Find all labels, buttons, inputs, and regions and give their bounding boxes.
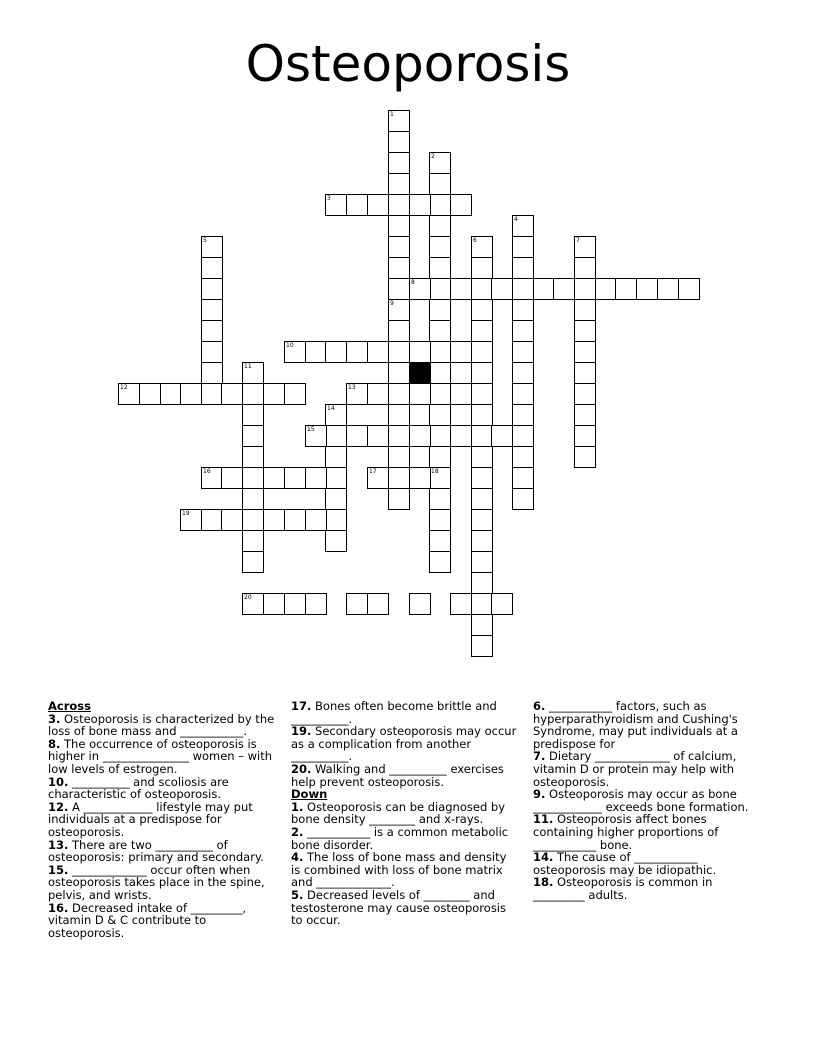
grid-cell[interactable] bbox=[471, 635, 493, 657]
grid-cell[interactable] bbox=[346, 194, 368, 216]
clue-number: 12. bbox=[48, 799, 69, 814]
grid-cell[interactable] bbox=[325, 341, 347, 363]
clue-item bbox=[48, 902, 278, 940]
grid-cell[interactable] bbox=[471, 278, 493, 300]
clue-text: Decreased intake of _________, vitamin D & C contribute to osteoporosis. bbox=[48, 900, 247, 940]
grid-cell[interactable] bbox=[512, 467, 534, 489]
grid-cell[interactable] bbox=[429, 215, 451, 237]
grid-cell[interactable] bbox=[471, 572, 493, 594]
cell-number: 17 bbox=[369, 468, 377, 475]
cell-number: 20 bbox=[244, 594, 252, 601]
cell-number: 19 bbox=[182, 510, 190, 517]
grid-cell[interactable] bbox=[325, 446, 347, 468]
grid-cell[interactable] bbox=[221, 467, 243, 489]
clue-number: 6. bbox=[533, 699, 546, 713]
grid-cell[interactable] bbox=[595, 278, 617, 300]
clue-column-2 bbox=[291, 700, 519, 927]
clue-number: 4. bbox=[291, 850, 304, 865]
cell-number: 6 bbox=[473, 237, 477, 244]
grid-cell[interactable] bbox=[471, 320, 493, 342]
grid-cell[interactable] bbox=[471, 488, 493, 510]
clue-column-3 bbox=[533, 700, 761, 902]
grid-cell[interactable] bbox=[471, 551, 493, 573]
clue-text: The loss of bone mass and density is combined with loss of bone matrix and _____________. bbox=[291, 850, 507, 890]
grid-cell[interactable] bbox=[367, 383, 389, 405]
grid-cell[interactable] bbox=[367, 425, 389, 447]
grid-cell[interactable] bbox=[512, 236, 534, 258]
grid-cell[interactable] bbox=[409, 425, 431, 447]
page-title: Osteoporosis bbox=[245, 35, 571, 93]
cell-number: 7 bbox=[576, 237, 580, 244]
grid-cell[interactable] bbox=[201, 320, 223, 342]
grid-cell[interactable] bbox=[180, 383, 202, 405]
cell-number: 16 bbox=[203, 468, 211, 475]
grid-cell[interactable] bbox=[471, 614, 493, 636]
grid-cell[interactable] bbox=[657, 278, 679, 300]
grid-cell[interactable] bbox=[429, 404, 451, 426]
grid-cell[interactable] bbox=[201, 362, 223, 384]
grid-cell[interactable] bbox=[429, 236, 451, 258]
grid-cell[interactable] bbox=[574, 425, 596, 447]
cell-number: 13 bbox=[348, 384, 356, 391]
grid-cell[interactable] bbox=[388, 257, 410, 279]
grid-cell[interactable] bbox=[512, 383, 534, 405]
clue-item bbox=[533, 813, 761, 851]
grid-cell[interactable] bbox=[429, 173, 451, 195]
grid-cell[interactable] bbox=[263, 467, 285, 489]
clue-item bbox=[533, 750, 761, 788]
clue-number: 2. bbox=[291, 824, 304, 839]
clue-item bbox=[533, 700, 761, 750]
grid-cell[interactable] bbox=[429, 362, 451, 384]
clue-text: Bones often become brittle and __________. bbox=[291, 699, 497, 726]
grid-cell[interactable] bbox=[615, 278, 637, 300]
clue-text: There are two __________ of osteoporosis: primary and secondary. bbox=[48, 837, 264, 865]
down-heading: Down bbox=[291, 787, 328, 802]
clue-item bbox=[291, 889, 519, 927]
grid-cell[interactable] bbox=[512, 320, 534, 342]
grid-cell[interactable] bbox=[471, 425, 493, 447]
clue-number: 15. bbox=[48, 862, 69, 877]
grid-cell[interactable] bbox=[512, 278, 534, 300]
grid-cell[interactable] bbox=[429, 425, 451, 447]
clue-text: Osteoporosis is characterized by the loss of bone mass and ___________. bbox=[48, 711, 275, 739]
clue-number: 11. bbox=[533, 812, 554, 827]
grid-cell[interactable] bbox=[409, 341, 431, 363]
grid-cell[interactable] bbox=[284, 383, 306, 405]
clue-number: 3. bbox=[48, 711, 61, 726]
grid-cell[interactable] bbox=[305, 509, 327, 531]
grid-cell[interactable] bbox=[574, 278, 596, 300]
clue-text: Dietary _____________ of calcium, vitamin D or protein may help with osteoporosis. bbox=[533, 749, 737, 789]
grid-cell[interactable] bbox=[636, 278, 658, 300]
grid-cell[interactable] bbox=[201, 278, 223, 300]
grid-cell[interactable] bbox=[284, 593, 306, 615]
clue-item bbox=[48, 776, 278, 801]
cell-number: 10 bbox=[286, 342, 294, 349]
cell-number: 11 bbox=[244, 363, 252, 370]
grid-cell[interactable] bbox=[574, 299, 596, 321]
grid-cell[interactable] bbox=[429, 509, 451, 531]
cell-number: 15 bbox=[307, 426, 315, 433]
grid-cell[interactable] bbox=[201, 341, 223, 363]
grid-cell[interactable] bbox=[263, 509, 285, 531]
clue-item bbox=[291, 700, 519, 725]
grid-cell[interactable] bbox=[512, 341, 534, 363]
grid-cell[interactable] bbox=[429, 446, 451, 468]
grid-cell[interactable] bbox=[471, 383, 493, 405]
cell-number: 3 bbox=[327, 195, 331, 202]
grid-cell[interactable] bbox=[471, 530, 493, 552]
grid-cell[interactable] bbox=[429, 551, 451, 573]
clue-text: Osteoporosis is common in _________ adults. bbox=[533, 875, 713, 902]
grid-cell[interactable] bbox=[574, 446, 596, 468]
grid-cell[interactable] bbox=[325, 467, 347, 489]
grid-cell[interactable] bbox=[388, 404, 410, 426]
grid-cell[interactable] bbox=[242, 467, 264, 489]
grid-cell[interactable] bbox=[409, 593, 431, 615]
clue-item bbox=[48, 839, 278, 864]
grid-cell[interactable] bbox=[388, 131, 410, 153]
grid-cell[interactable] bbox=[491, 278, 513, 300]
grid-cell[interactable] bbox=[388, 383, 410, 405]
clue-item bbox=[533, 851, 761, 876]
clue-number: 1. bbox=[291, 799, 304, 814]
grid-cell[interactable] bbox=[221, 509, 243, 531]
clue-number: 19. bbox=[291, 724, 312, 739]
grid-cell[interactable] bbox=[471, 341, 493, 363]
grid-cell[interactable] bbox=[388, 215, 410, 237]
grid-cell[interactable] bbox=[284, 509, 306, 531]
grid-cell[interactable] bbox=[512, 446, 534, 468]
grid-cell[interactable] bbox=[574, 383, 596, 405]
grid-cell[interactable] bbox=[574, 341, 596, 363]
grid-cell[interactable] bbox=[305, 467, 327, 489]
clue-text: __________ and scoliosis are characteristic of osteoporosis. bbox=[48, 774, 229, 802]
grid-cell[interactable] bbox=[512, 257, 534, 279]
grid-cell[interactable] bbox=[409, 467, 431, 489]
clue-item bbox=[48, 738, 278, 776]
clue-item bbox=[291, 763, 519, 788]
cell-number: 9 bbox=[390, 300, 394, 307]
clue-item bbox=[48, 801, 278, 839]
clue-text: The occurrence of osteoporosis is higher in _______________ women – with low levels of estrogen. bbox=[48, 736, 273, 776]
grid-cell[interactable] bbox=[160, 383, 182, 405]
grid-cell[interactable] bbox=[429, 383, 451, 405]
cell-number: 14 bbox=[327, 405, 335, 412]
grid-cell[interactable] bbox=[367, 341, 389, 363]
grid-cell[interactable] bbox=[201, 509, 223, 531]
cell-number: 1 bbox=[390, 111, 394, 118]
grid-cell[interactable] bbox=[429, 488, 451, 510]
grid-cell[interactable] bbox=[450, 341, 472, 363]
grid-cell[interactable] bbox=[471, 446, 493, 468]
grid-cell[interactable] bbox=[388, 173, 410, 195]
grid-cell[interactable] bbox=[242, 383, 264, 405]
grid-cell[interactable] bbox=[471, 404, 493, 426]
grid-cell[interactable] bbox=[450, 593, 472, 615]
grid-cell[interactable] bbox=[409, 383, 431, 405]
grid-cell[interactable] bbox=[450, 425, 472, 447]
grid-cell[interactable] bbox=[429, 320, 451, 342]
grid-cell[interactable] bbox=[242, 446, 264, 468]
grid-cell[interactable] bbox=[201, 383, 223, 405]
grid-cell[interactable] bbox=[574, 320, 596, 342]
black-cell bbox=[409, 362, 431, 384]
grid-cell[interactable] bbox=[139, 383, 161, 405]
grid-cell[interactable] bbox=[346, 341, 368, 363]
grid-cell[interactable] bbox=[429, 257, 451, 279]
grid-cell[interactable] bbox=[201, 299, 223, 321]
grid-cell[interactable] bbox=[388, 278, 410, 300]
clue-number: 13. bbox=[48, 837, 69, 852]
cell-number: 2 bbox=[431, 153, 435, 160]
grid-cell[interactable] bbox=[491, 425, 513, 447]
clue-number: 10. bbox=[48, 774, 69, 789]
grid-cell[interactable] bbox=[450, 278, 472, 300]
clue-text: Decreased levels of ________ and testosterone may cause osteoporosis to occur. bbox=[291, 887, 506, 928]
clue-text: Walking and __________ exercises help prevent osteoporosis. bbox=[291, 761, 504, 789]
clue-item bbox=[291, 801, 519, 826]
grid-cell[interactable] bbox=[512, 404, 534, 426]
clue-item bbox=[291, 851, 519, 889]
grid-cell[interactable] bbox=[574, 404, 596, 426]
grid-cell[interactable] bbox=[450, 383, 472, 405]
grid-cell[interactable] bbox=[388, 320, 410, 342]
grid-cell[interactable] bbox=[429, 194, 451, 216]
grid-cell[interactable] bbox=[242, 404, 264, 426]
grid-cell[interactable] bbox=[553, 278, 575, 300]
grid-cell[interactable] bbox=[429, 530, 451, 552]
grid-cell[interactable] bbox=[388, 467, 410, 489]
grid-cell[interactable] bbox=[263, 593, 285, 615]
grid-cell[interactable] bbox=[346, 593, 368, 615]
grid-cell[interactable] bbox=[388, 236, 410, 258]
grid-cell[interactable] bbox=[346, 425, 368, 447]
grid-cell[interactable] bbox=[512, 362, 534, 384]
grid-cell[interactable] bbox=[263, 383, 285, 405]
grid-cell[interactable] bbox=[325, 488, 347, 510]
clue-text: Osteoporosis can be diagnosed by bone density ________ and x-rays. bbox=[291, 799, 506, 827]
grid-cell[interactable] bbox=[533, 278, 555, 300]
grid-cell[interactable] bbox=[201, 257, 223, 279]
clue-item bbox=[48, 713, 278, 738]
grid-cell[interactable] bbox=[305, 341, 327, 363]
grid-cell[interactable] bbox=[471, 593, 493, 615]
clue-text: _____________ occur often when osteoporosis takes place in the spine, pelvis, and wrists. bbox=[48, 862, 265, 902]
cell-number: 5 bbox=[203, 237, 207, 244]
grid-cell[interactable] bbox=[325, 425, 347, 447]
clue-text: Osteoporosis may occur as bone ____________ exceeds bone formation. bbox=[533, 787, 749, 814]
clue-item bbox=[48, 864, 278, 902]
across-heading: Across bbox=[48, 699, 91, 713]
grid-cell[interactable] bbox=[388, 425, 410, 447]
grid-cell[interactable] bbox=[242, 425, 264, 447]
clue-number: 5. bbox=[291, 887, 304, 902]
grid-cell[interactable] bbox=[512, 425, 534, 447]
grid-cell[interactable] bbox=[409, 194, 431, 216]
grid-cell[interactable] bbox=[574, 257, 596, 279]
clue-item bbox=[291, 725, 519, 763]
grid-cell[interactable] bbox=[678, 278, 700, 300]
grid-cell[interactable] bbox=[388, 488, 410, 510]
grid-cell[interactable] bbox=[471, 362, 493, 384]
clue-text: A ____________ lifestyle may put individuals at a predispose for osteoporosis. bbox=[48, 799, 253, 839]
clue-number: 14. bbox=[533, 850, 554, 865]
clue-column-1 bbox=[48, 700, 278, 939]
grid-cell[interactable] bbox=[450, 194, 472, 216]
grid-cell[interactable] bbox=[242, 551, 264, 573]
clue-text: ___________ is a common metabolic bone disorder. bbox=[291, 824, 509, 852]
cell-number: 12 bbox=[120, 384, 128, 391]
clue-text: The cause of ___________ osteoporosis may be idiopathic. bbox=[533, 850, 717, 877]
grid-cell[interactable] bbox=[305, 593, 327, 615]
clue-number: 17. bbox=[291, 699, 312, 713]
grid-cell[interactable] bbox=[367, 593, 389, 615]
grid-cell[interactable] bbox=[512, 299, 534, 321]
grid-cell[interactable] bbox=[242, 488, 264, 510]
grid-cell[interactable] bbox=[388, 446, 410, 468]
cell-number: 4 bbox=[514, 216, 518, 223]
clue-item bbox=[533, 788, 761, 813]
clue-number: 7. bbox=[533, 749, 546, 764]
grid-cell[interactable] bbox=[574, 362, 596, 384]
grid-cell[interactable] bbox=[388, 362, 410, 384]
grid-cell[interactable] bbox=[367, 194, 389, 216]
clue-item bbox=[291, 826, 519, 851]
grid-cell[interactable] bbox=[388, 194, 410, 216]
grid-cell[interactable] bbox=[325, 509, 347, 531]
grid-cell[interactable] bbox=[471, 257, 493, 279]
grid-cell[interactable] bbox=[429, 341, 451, 363]
grid-cell[interactable] bbox=[491, 593, 513, 615]
clue-number: 20. bbox=[291, 761, 312, 776]
grid-cell[interactable] bbox=[429, 278, 451, 300]
grid-cell[interactable] bbox=[242, 530, 264, 552]
grid-cell[interactable] bbox=[512, 488, 534, 510]
grid-cell[interactable] bbox=[471, 509, 493, 531]
clue-number: 8. bbox=[48, 736, 61, 751]
cell-number: 8 bbox=[411, 279, 415, 286]
grid-cell[interactable] bbox=[388, 152, 410, 174]
clue-number: 18. bbox=[533, 875, 554, 890]
grid-cell[interactable] bbox=[221, 383, 243, 405]
cell-number: 18 bbox=[431, 468, 439, 475]
grid-cell[interactable] bbox=[388, 341, 410, 363]
grid-cell[interactable] bbox=[284, 467, 306, 489]
grid-cell[interactable] bbox=[242, 509, 264, 531]
clue-text: ___________ factors, such as hyperparathyroidism and Cushing's Syndrome, may put individuals at a predispose for bbox=[533, 699, 738, 751]
grid-cell[interactable] bbox=[325, 530, 347, 552]
clue-number: 9. bbox=[533, 787, 546, 802]
clue-text: Osteoporosis affect bones containing higher proportions of ___________ bone. bbox=[533, 812, 719, 852]
clue-text: Secondary osteoporosis may occur as a complication from another __________. bbox=[291, 724, 517, 764]
grid-cell[interactable] bbox=[429, 299, 451, 321]
clue-number: 16. bbox=[48, 900, 69, 915]
clue-item bbox=[533, 876, 761, 901]
grid-cell[interactable] bbox=[471, 467, 493, 489]
grid-cell[interactable] bbox=[471, 299, 493, 321]
